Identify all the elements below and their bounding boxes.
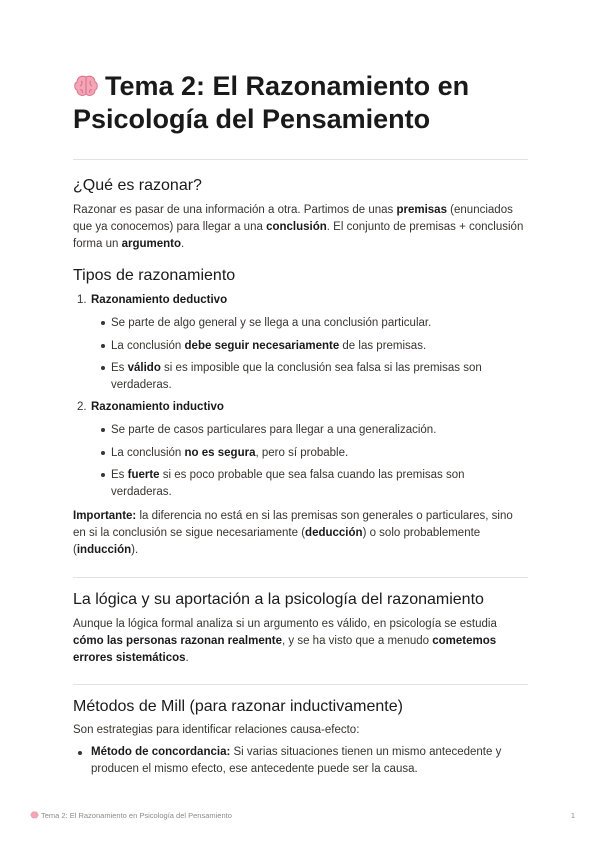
paragraph: Son estrategias para identificar relaciones causa-efecto: — [73, 724, 360, 736]
section-heading: La lógica y su aportación a la psicología del razonamiento — [73, 591, 484, 608]
bullet-list — [73, 422, 528, 500]
document-page — [73, 70, 528, 778]
list-item: Es fuerte si es poco probable que sea falsa cuando las premisas son verdaderas. — [73, 467, 528, 500]
paragraph: Aunque la lógica formal analiza si un argumento es válido, en psicología se estudia cómo las personas razonan realmente, y se ha visto que a menudo cometemos errores sistemáticos. — [73, 618, 497, 664]
list-item: Se parte de algo general y se llega a una conclusión particular. — [73, 315, 528, 332]
section-heading: Tipos de razonamiento — [73, 267, 236, 284]
section-heading: Métodos de Mill (para razonar inductivamente) — [73, 698, 403, 715]
footer-text: Tema 2: El Razonamiento en Psicología del Pensamiento — [40, 811, 232, 820]
list-item: Se parte de casos particulares para llegar a una generalización. — [73, 422, 528, 439]
paragraph: Razonar es pasar de una información a otra. Partimos de unas premisas (enunciados que ya conocemos) para llegar a una conclusión. El conjunto de premisas + conclusión forma un argumento. — [73, 204, 524, 250]
divider — [73, 684, 528, 685]
list-item: Método de concordancia: Si varias situaciones tienen un mismo antecedente y producen el mismo efecto, ese antecedente puede ser la causa. — [73, 744, 528, 778]
list-item: La conclusión debe seguir necesariamente de las premisas. — [73, 338, 528, 355]
list-item: 2. Razonamiento inductivo — [77, 401, 224, 413]
page-title — [73, 70, 528, 136]
bullet-list — [73, 744, 528, 778]
list-item: 1. Razonamiento deductivo — [77, 294, 228, 306]
brain-icon — [30, 811, 39, 819]
note-paragraph: Importante: la diferencia no está en si las premisas son generales o particulares, sino en si la conclusión se sigue necesariamente (deducción) o solo probablemente (inducción). — [73, 510, 513, 556]
page-number: 1 — [570, 811, 575, 820]
section-heading: ¿Qué es razonar? — [73, 177, 202, 194]
title-text: Tema 2: El Razonamiento en Psicología del Pensamiento — [73, 71, 470, 134]
list-item: Es válido si es imposible que la conclusión sea falsa si las premisas son verdaderas. — [73, 360, 528, 393]
ordered-list — [73, 399, 528, 416]
brain-icon — [73, 74, 99, 98]
divider — [73, 577, 528, 578]
bullet-list — [73, 315, 528, 393]
list-item: La conclusión no es segura, pero sí probable. — [73, 445, 528, 462]
ordered-list — [73, 292, 528, 309]
divider — [73, 159, 528, 160]
page-footer — [30, 811, 575, 820]
